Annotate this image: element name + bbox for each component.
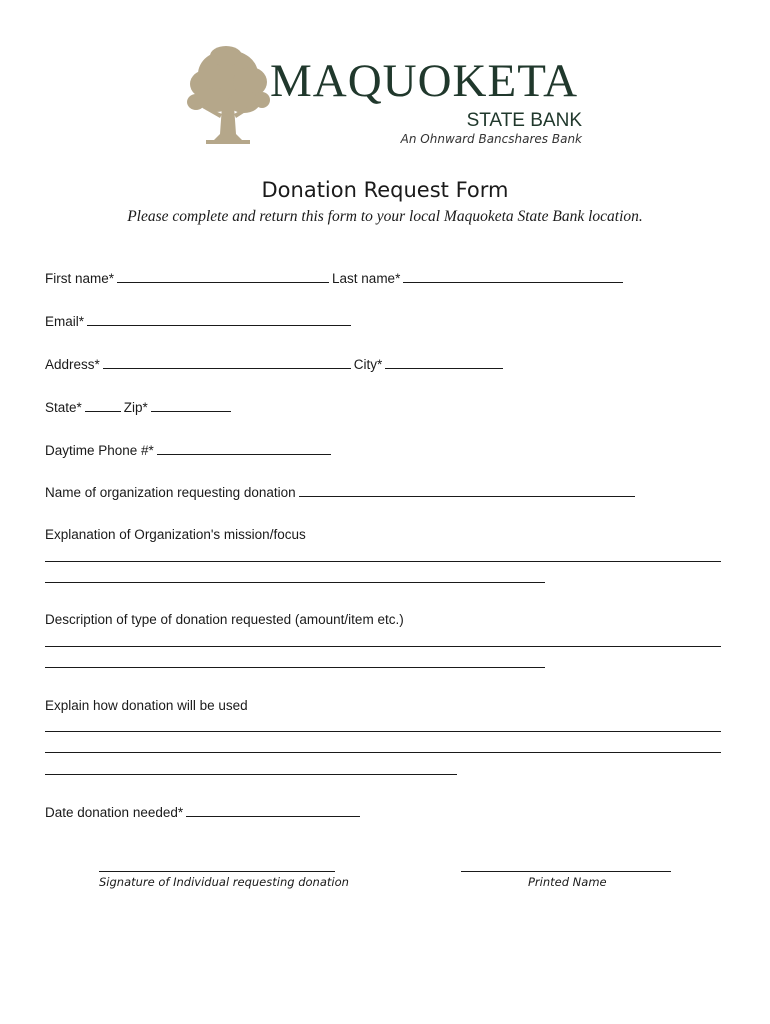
signature-label: Signature of Individual requesting donation: [99, 875, 349, 889]
phone-label: Daytime Phone #*: [45, 443, 154, 458]
printed-name-line[interactable]: [461, 871, 671, 872]
name-row: [45, 269, 626, 287]
mission-label: Explanation of Organization's mission/focus: [45, 527, 306, 542]
usage-line-2[interactable]: [45, 752, 721, 753]
form-subtitle: Please complete and return this form to your local Maquoketa State Bank location.: [127, 208, 643, 225]
description-line-2[interactable]: [45, 667, 545, 668]
email-label: Email*: [45, 314, 85, 329]
city-field[interactable]: [385, 355, 503, 369]
date-needed-label: Date donation needed*: [45, 805, 184, 820]
brand-name: MAQUOKETA: [270, 55, 579, 107]
city-label: City*: [353, 357, 383, 372]
description-line-1[interactable]: [45, 646, 721, 647]
zip-field[interactable]: [151, 398, 231, 412]
description-label: Description of type of donation requested (amount/item etc.): [45, 612, 404, 627]
state-label: State*: [45, 400, 82, 415]
phone-field[interactable]: [157, 441, 331, 455]
printed-name-label: Printed Name: [528, 875, 607, 889]
last-name-field[interactable]: [403, 269, 623, 283]
signature-line[interactable]: [99, 871, 335, 872]
first-name-label: First name*: [45, 271, 115, 286]
bank-logo: [186, 44, 586, 148]
form-title: Donation Request Form: [261, 178, 509, 202]
organization-row: [45, 483, 638, 501]
brand-tagline: An Ohnward Bancshares Bank: [400, 132, 582, 146]
phone-row: [45, 441, 334, 459]
usage-row: [45, 697, 248, 715]
date-needed-row: [45, 803, 363, 821]
usage-line-1[interactable]: [45, 731, 721, 732]
oak-tree-icon: [186, 44, 270, 146]
state-field[interactable]: [85, 398, 121, 412]
usage-line-3[interactable]: [45, 774, 457, 775]
last-name-label: Last name*: [332, 271, 401, 286]
state-zip-row: [45, 398, 234, 416]
address-row: [45, 355, 506, 373]
organization-field[interactable]: [299, 483, 635, 497]
zip-label: Zip*: [123, 400, 148, 415]
brand-subtitle: STATE BANK: [466, 110, 582, 131]
address-label: Address*: [45, 357, 100, 372]
description-row: [45, 611, 404, 629]
organization-label: Name of organization requesting donation: [45, 485, 296, 500]
mission-line-1[interactable]: [45, 561, 721, 562]
mission-row: [45, 526, 306, 544]
date-needed-field[interactable]: [186, 803, 360, 817]
address-field[interactable]: [103, 355, 351, 369]
usage-label: Explain how donation will be used: [45, 698, 248, 713]
first-name-field[interactable]: [117, 269, 329, 283]
email-field[interactable]: [87, 312, 351, 326]
mission-line-2[interactable]: [45, 582, 545, 583]
email-row: [45, 312, 354, 330]
